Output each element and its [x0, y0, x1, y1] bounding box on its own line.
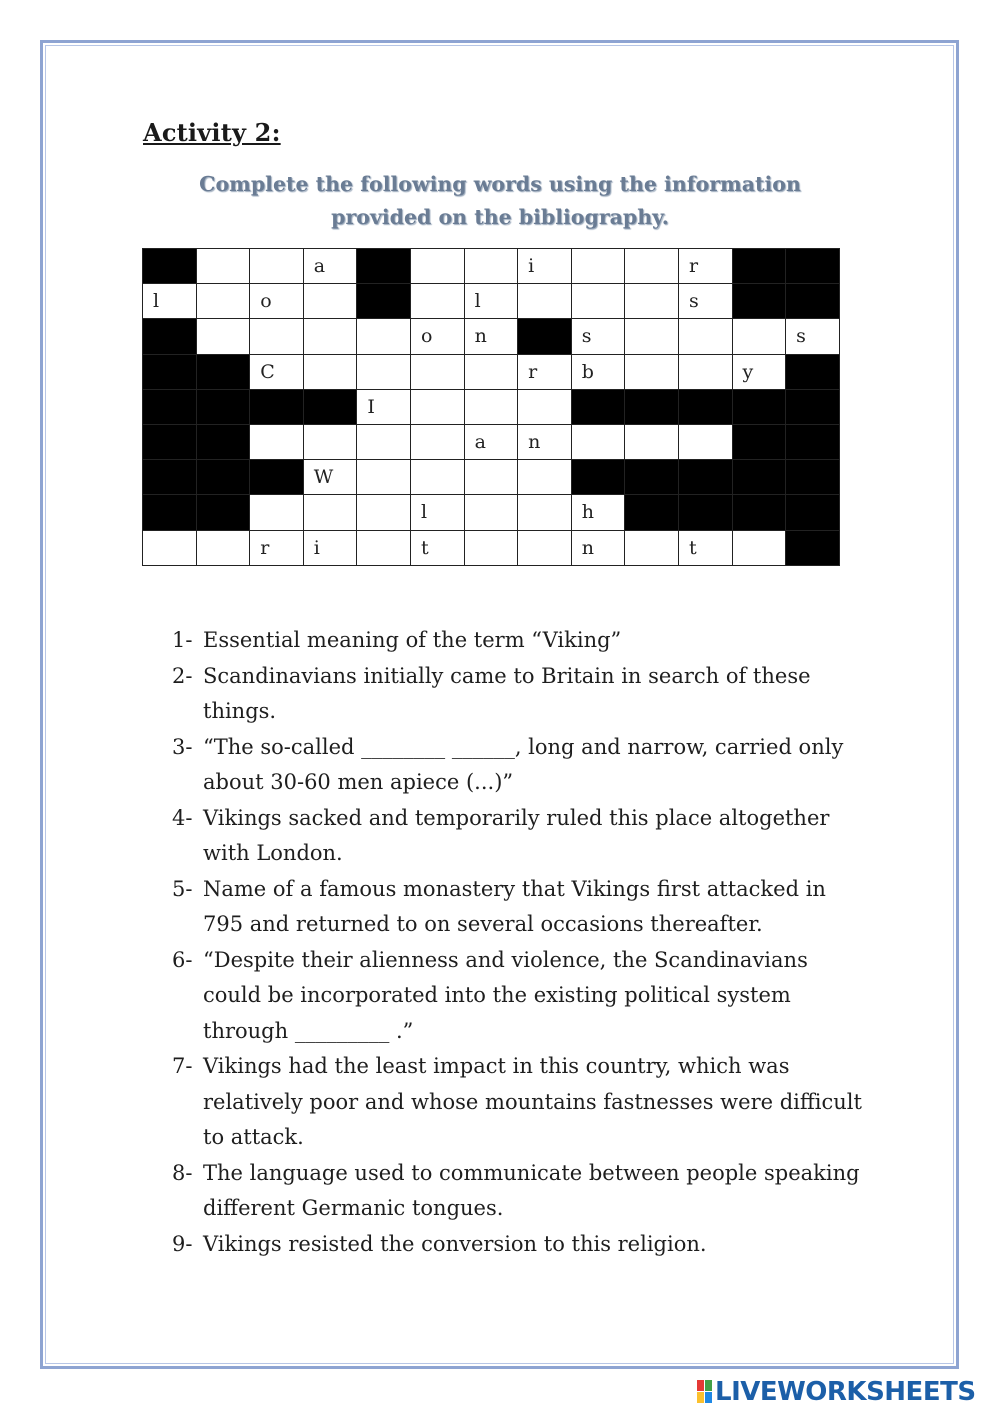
clue-item — [172, 659, 872, 730]
letter-cell[interactable] — [571, 284, 625, 319]
letter-cell[interactable]: l — [143, 284, 197, 319]
activity-title: Activity 2: — [143, 118, 281, 147]
letter-cell[interactable]: l — [464, 284, 518, 319]
clue-item — [172, 1049, 872, 1156]
black-cell — [786, 389, 840, 424]
clue-number: 4- — [172, 805, 193, 830]
letter-cell[interactable] — [303, 354, 357, 389]
letter-cell[interactable] — [518, 284, 572, 319]
letter-cell[interactable] — [518, 495, 572, 530]
letter-cell[interactable]: i — [518, 249, 572, 284]
clue-number: 3- — [172, 734, 193, 759]
letter-cell[interactable] — [143, 530, 197, 565]
letter-cell[interactable] — [357, 424, 411, 459]
clue-text: The language used to communicate between people speaking different Germanic tongues. — [203, 1160, 860, 1220]
brand-name: LIVEWORKSHEETS — [715, 1377, 976, 1407]
letter-cell[interactable] — [625, 530, 679, 565]
letter-cell[interactable] — [303, 495, 357, 530]
black-cell — [732, 424, 786, 459]
letter-cell[interactable] — [357, 319, 411, 354]
clue-text: “The so-called ________ ______, long and narrow, carried only about 30-60 men apiece (...)” — [203, 734, 844, 794]
clue-text: Vikings sacked and temporarily ruled this place altogether with London. — [203, 805, 830, 865]
crossword-row — [143, 530, 840, 565]
letter-cell[interactable] — [571, 249, 625, 284]
black-cell — [196, 495, 250, 530]
letter-cell[interactable] — [732, 530, 786, 565]
liveworksheets-logo-icon — [697, 1380, 713, 1404]
black-cell — [143, 249, 197, 284]
letter-cell[interactable]: h — [571, 495, 625, 530]
black-cell — [196, 424, 250, 459]
letter-cell[interactable] — [678, 354, 732, 389]
letter-cell[interactable] — [464, 530, 518, 565]
black-cell — [732, 249, 786, 284]
black-cell — [732, 495, 786, 530]
letter-cell[interactable] — [678, 424, 732, 459]
clue-item — [172, 872, 872, 943]
black-cell — [625, 460, 679, 495]
letter-cell[interactable]: s — [571, 319, 625, 354]
clue-number: 7- — [172, 1054, 193, 1078]
letter-cell[interactable]: r — [518, 354, 572, 389]
letter-cell[interactable]: i — [303, 530, 357, 565]
crossword-row — [143, 319, 840, 354]
black-cell — [625, 389, 679, 424]
black-cell — [786, 284, 840, 319]
letter-cell[interactable]: I — [357, 389, 411, 424]
black-cell — [678, 495, 732, 530]
letter-cell[interactable] — [464, 389, 518, 424]
letter-cell[interactable] — [410, 389, 464, 424]
letter-cell[interactable] — [357, 354, 411, 389]
letter-cell[interactable]: n — [571, 530, 625, 565]
letter-cell[interactable]: o — [410, 319, 464, 354]
letter-cell[interactable]: b — [571, 354, 625, 389]
letter-cell[interactable]: a — [303, 249, 357, 284]
clue-text: Vikings had the least impact in this country, which was relatively poor and whose mountains fastnesses were difficult to attack. — [203, 1054, 862, 1149]
crossword-row — [143, 495, 840, 530]
clue-text: Vikings resisted the conversion to this religion. — [203, 1231, 707, 1256]
black-cell — [196, 354, 250, 389]
letter-cell[interactable]: o — [250, 284, 304, 319]
black-cell — [143, 460, 197, 495]
clue-item — [172, 730, 872, 801]
clue-text: Essential meaning of the term “Viking” — [203, 628, 622, 652]
clue-number: 1- — [172, 628, 193, 652]
letter-cell[interactable] — [518, 460, 572, 495]
crossword-row — [143, 284, 840, 319]
black-cell — [303, 389, 357, 424]
black-cell — [357, 249, 411, 284]
letter-cell[interactable] — [196, 284, 250, 319]
letter-cell[interactable] — [571, 424, 625, 459]
clue-item — [172, 1227, 872, 1263]
letter-cell[interactable] — [410, 284, 464, 319]
letter-cell[interactable] — [196, 530, 250, 565]
letter-cell[interactable] — [464, 495, 518, 530]
letter-cell[interactable]: s — [786, 319, 840, 354]
clue-list — [172, 623, 872, 1262]
letter-cell[interactable] — [518, 530, 572, 565]
black-cell — [250, 460, 304, 495]
letter-cell[interactable]: W — [303, 460, 357, 495]
letter-cell[interactable] — [196, 249, 250, 284]
black-cell — [786, 249, 840, 284]
black-cell — [143, 319, 197, 354]
black-cell — [143, 354, 197, 389]
letter-cell[interactable] — [464, 354, 518, 389]
letter-cell[interactable] — [250, 424, 304, 459]
letter-cell[interactable] — [518, 389, 572, 424]
letter-cell[interactable] — [303, 424, 357, 459]
black-cell — [786, 530, 840, 565]
instructions: Complete the following words using the information provided on the bibliography. — [199, 172, 801, 229]
clue-item — [172, 943, 872, 1050]
letter-cell[interactable]: n — [464, 319, 518, 354]
clue-text: Name of a famous monastery that Vikings first attacked in 795 and returned to on several occasions thereafter. — [203, 876, 826, 936]
letter-cell[interactable] — [250, 319, 304, 354]
black-cell — [732, 389, 786, 424]
letter-cell[interactable] — [410, 249, 464, 284]
clue-number: 6- — [172, 947, 193, 972]
crossword-row — [143, 389, 840, 424]
letter-cell[interactable] — [250, 249, 304, 284]
black-cell — [143, 495, 197, 530]
letter-cell[interactable]: r — [678, 249, 732, 284]
clue-text: “Despite their alienness and violence, the Scandinavians could be incorporated into the existing political system through _________ .” — [203, 947, 808, 1043]
black-cell — [625, 495, 679, 530]
letter-cell[interactable]: t — [678, 530, 732, 565]
crossword-row — [143, 424, 840, 459]
black-cell — [143, 424, 197, 459]
letter-cell[interactable]: l — [410, 495, 464, 530]
letter-cell[interactable] — [732, 319, 786, 354]
letter-cell[interactable]: r — [250, 530, 304, 565]
letter-cell[interactable] — [410, 354, 464, 389]
crossword-row — [143, 460, 840, 495]
letter-cell[interactable] — [410, 460, 464, 495]
letter-cell[interactable] — [625, 319, 679, 354]
crossword-row — [143, 249, 840, 284]
letter-cell[interactable] — [303, 319, 357, 354]
letter-cell[interactable] — [357, 530, 411, 565]
black-cell — [732, 460, 786, 495]
letter-cell[interactable] — [678, 319, 732, 354]
clue-item — [172, 1156, 872, 1227]
clue-item — [172, 801, 872, 872]
letter-cell[interactable]: n — [518, 424, 572, 459]
black-cell — [786, 495, 840, 530]
letter-cell[interactable] — [464, 249, 518, 284]
clue-number: 2- — [172, 663, 193, 688]
letter-cell[interactable]: a — [464, 424, 518, 459]
letter-cell[interactable]: y — [732, 354, 786, 389]
black-cell — [678, 389, 732, 424]
letter-cell[interactable] — [625, 354, 679, 389]
black-cell — [196, 460, 250, 495]
letter-cell[interactable] — [625, 424, 679, 459]
letter-cell[interactable] — [196, 319, 250, 354]
clue-item — [172, 623, 872, 659]
clue-number: 9- — [172, 1231, 193, 1256]
black-cell — [571, 460, 625, 495]
crossword-row — [143, 354, 840, 389]
letter-cell[interactable] — [625, 284, 679, 319]
black-cell — [786, 424, 840, 459]
clue-number: 8- — [172, 1160, 193, 1185]
letter-cell[interactable] — [464, 460, 518, 495]
black-cell — [250, 389, 304, 424]
black-cell — [786, 354, 840, 389]
letter-cell[interactable] — [303, 284, 357, 319]
black-cell — [518, 319, 572, 354]
crossword-grid — [142, 248, 840, 566]
black-cell — [786, 460, 840, 495]
letter-cell[interactable] — [357, 495, 411, 530]
letter-cell[interactable]: t — [410, 530, 464, 565]
clue-text: Scandinavians initially came to Britain in search of these things. — [203, 663, 811, 723]
liveworksheets-brand[interactable] — [697, 1378, 976, 1406]
letter-cell[interactable]: s — [678, 284, 732, 319]
letter-cell[interactable] — [625, 249, 679, 284]
letter-cell[interactable] — [250, 495, 304, 530]
letter-cell[interactable]: C — [250, 354, 304, 389]
black-cell — [196, 389, 250, 424]
letter-cell[interactable] — [357, 460, 411, 495]
clue-number: 5- — [172, 876, 193, 901]
letter-cell[interactable] — [410, 424, 464, 459]
black-cell — [143, 389, 197, 424]
black-cell — [732, 284, 786, 319]
black-cell — [571, 389, 625, 424]
black-cell — [357, 284, 411, 319]
black-cell — [678, 460, 732, 495]
